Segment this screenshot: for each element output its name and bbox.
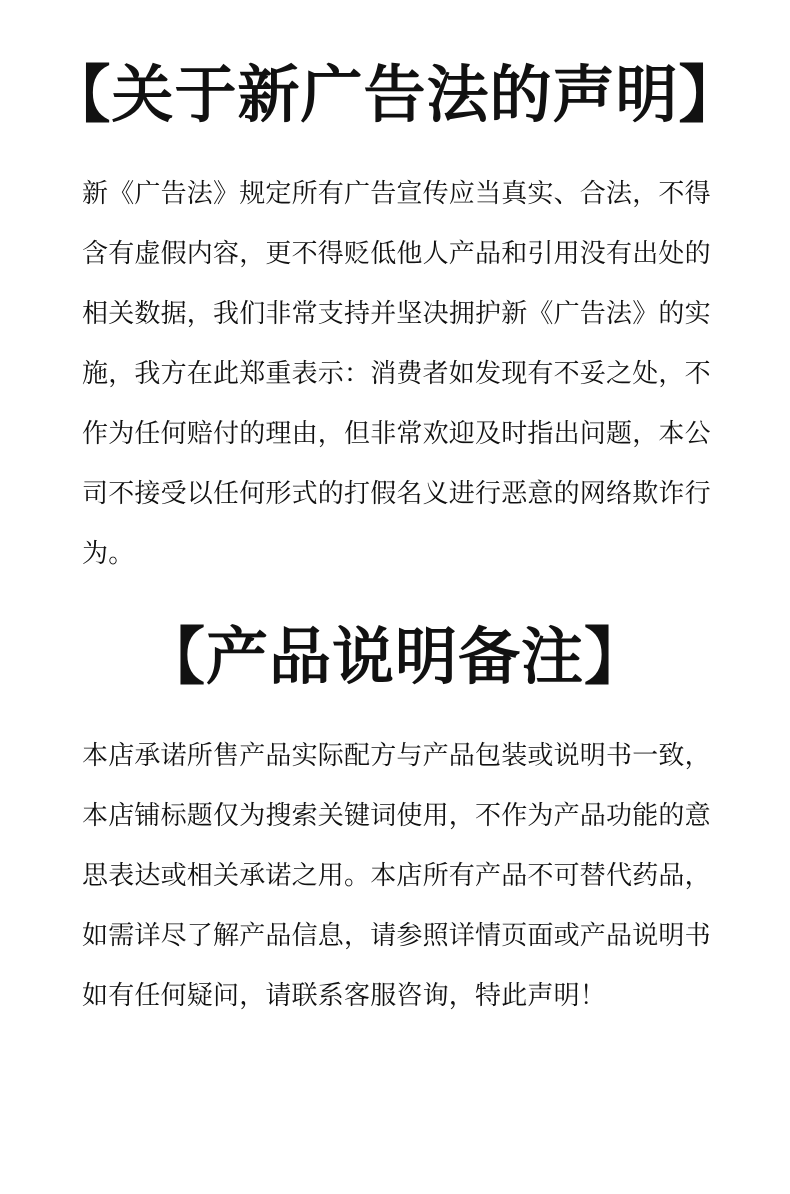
statement-line: 含有虚假内容，更不得贬低他人产品和引用没有出处的 [82, 239, 711, 269]
statement-line: 新《广告法》规定所有广告宣传应当真实、合法，不得 [82, 179, 711, 209]
note-line: 思表达或相关承诺之用。本店所有产品不可替代药品， [82, 861, 711, 891]
statement-line: 为。 [82, 539, 135, 569]
statement-line: 相关数据，我们非常支持并坚决拥护新《广告法》的实 [82, 299, 711, 329]
advertising-law-statement-title: 【关于新广告法的声明】 [48, 58, 742, 131]
statement-line: 施，我方在此郑重表示：消费者如发现有不妥之处，不 [82, 359, 711, 389]
note-line: 本店铺标题仅为搜索关键词使用，不作为产品功能的意 [82, 801, 711, 831]
product-note-title: 【产品说明备注】 [142, 620, 647, 693]
note-line: 如需详尽了解产品信息，请参照详情页面或产品说明书 [82, 921, 711, 951]
note-line: 本店承诺所售产品实际配方与产品包装或说明书一致， [82, 741, 711, 771]
note-line: 如有任何疑问，请联系客服咨询，特此声明！ [82, 981, 607, 1011]
statement-line: 司不接受以任何形式的打假名义进行恶意的网络欺诈行 [82, 479, 711, 509]
advertising-law-statement-body [82, 164, 722, 584]
product-note-body [82, 726, 722, 1026]
statement-line: 作为任何赔付的理由，但非常欢迎及时指出问题，本公 [82, 419, 711, 449]
